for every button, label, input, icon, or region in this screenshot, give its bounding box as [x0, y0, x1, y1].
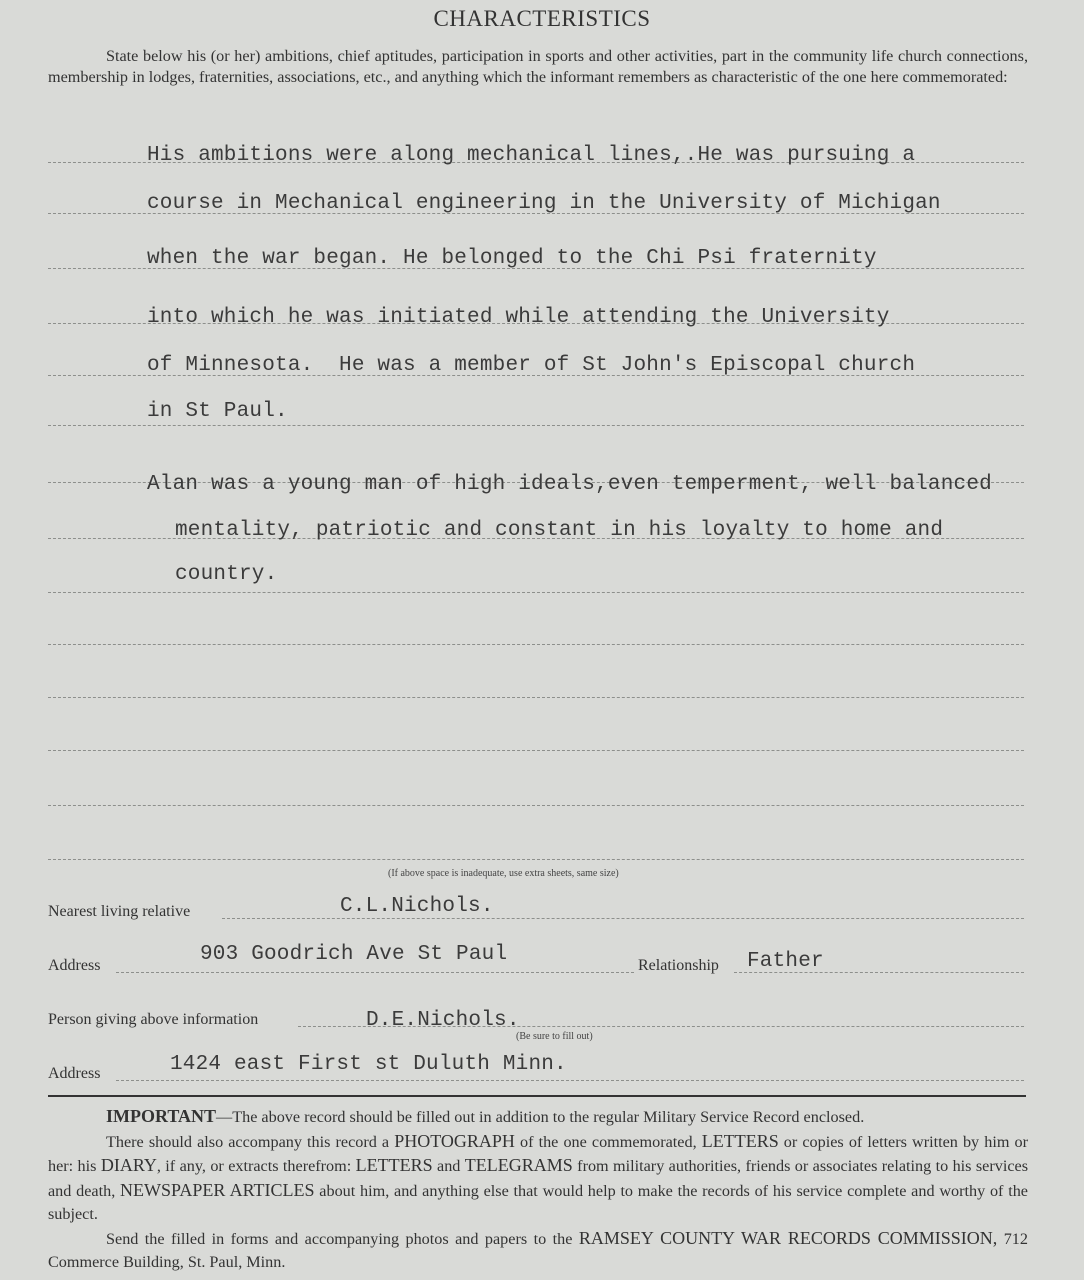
- section-divider: [48, 1095, 1026, 1097]
- typed-line-2: course in Mechanical engineering in the University of Michigan: [147, 192, 941, 215]
- instructions-text: State below his (or her) ambitions, chief aptitudes, participation in sports and other activities, part in the community life church connections, membership in lodges, fraternities, associations, etc., and anything which the informant remembers as characteristic of the one here commemorated:: [48, 47, 1028, 86]
- nearest-relative-label: Nearest living relative: [48, 903, 191, 920]
- typed-line-8: mentality, patriotic and constant in his loyalty to home and: [175, 519, 944, 542]
- important-letters: LETTERS: [355, 1155, 433, 1175]
- address-label: Address: [48, 957, 101, 974]
- relationship-label: Relationship: [638, 957, 719, 974]
- important-photo: PHOTOGRAPH: [394, 1130, 515, 1151]
- important-newspaper: NEWSPAPER ARTICLES: [120, 1179, 315, 1200]
- writing-line: [48, 425, 1024, 426]
- form-title: CHARACTERISTICS: [433, 6, 651, 31]
- writing-line: [48, 644, 1024, 645]
- space-note: (If above space is inadequate, use extra sheets, same size): [388, 868, 619, 879]
- important-commission: RAMSEY COUNTY WAR RECORDS COMMISSION,: [578, 1227, 998, 1248]
- typed-line-4: into which he was initiated while attending the University: [147, 306, 890, 329]
- important-text: from military authorities, friends or associates relating to his services and death,: [48, 1157, 1029, 1200]
- important-notice: [48, 1105, 1028, 1275]
- important-text: about him, and anything else that would help to make the records of his service complete and worthy of the subject.: [48, 1181, 1028, 1223]
- important-text: There should also accompany this record a: [106, 1132, 395, 1151]
- important-letters: LETTERS: [701, 1130, 779, 1151]
- relationship-value: Father: [747, 950, 824, 973]
- important-text: Send the filled in forms and accompanying photos and papers to the: [106, 1229, 579, 1248]
- important-telegrams: TELEGRAMS: [464, 1155, 573, 1175]
- writing-line: [48, 697, 1024, 698]
- important-text: , if any, or extracts therefrom:: [156, 1157, 356, 1175]
- informant-value: D.E.Nichols.: [366, 1009, 520, 1032]
- important-address: 712 Commerce Building, St. Paul, Minn.: [48, 1229, 1028, 1271]
- informant-address-value: 1424 east First st Duluth Minn.: [170, 1053, 567, 1076]
- important-text: and: [432, 1157, 465, 1175]
- important-text: or copies of letters written by him or her: his: [48, 1132, 1028, 1175]
- typed-line-7: Alan was a young man of high ideals,even temperment, well balanced: [147, 473, 992, 496]
- form-instructions: [48, 46, 1028, 88]
- writing-line: [48, 592, 1024, 593]
- important-text: of the one commemorated,: [514, 1132, 702, 1151]
- writing-line: [48, 859, 1024, 860]
- typed-line-9: country.: [175, 563, 278, 586]
- address-value: 903 Goodrich Ave St Paul: [200, 943, 508, 966]
- address-line: [116, 972, 634, 973]
- writing-line: [48, 805, 1024, 806]
- informant-address-label: Address: [48, 1065, 101, 1082]
- informant-note: (Be sure to fill out): [516, 1031, 593, 1042]
- informant-address-line: [116, 1080, 1024, 1081]
- typed-line-6: in St Paul.: [147, 400, 288, 423]
- important-diary: DIARY: [100, 1155, 157, 1175]
- typed-line-3: when the war began. He belonged to the Chi Psi fraternity: [147, 247, 877, 270]
- typed-line-1: His ambitions were along mechanical lines,.He was pursuing a: [147, 144, 916, 167]
- nearest-relative-line: [222, 918, 1024, 919]
- informant-label: Person giving above information: [48, 1011, 259, 1028]
- nearest-relative-value: C.L.Nichols.: [340, 895, 494, 918]
- writing-line: [48, 750, 1024, 751]
- important-lead: IMPORTANT: [106, 1106, 217, 1126]
- typed-line-5: of Minnesota. He was a member of St John's Episcopal church: [147, 354, 916, 377]
- important-p1: —The above record should be filled out in addition to the regular Military Service Record enclosed.: [216, 1108, 865, 1126]
